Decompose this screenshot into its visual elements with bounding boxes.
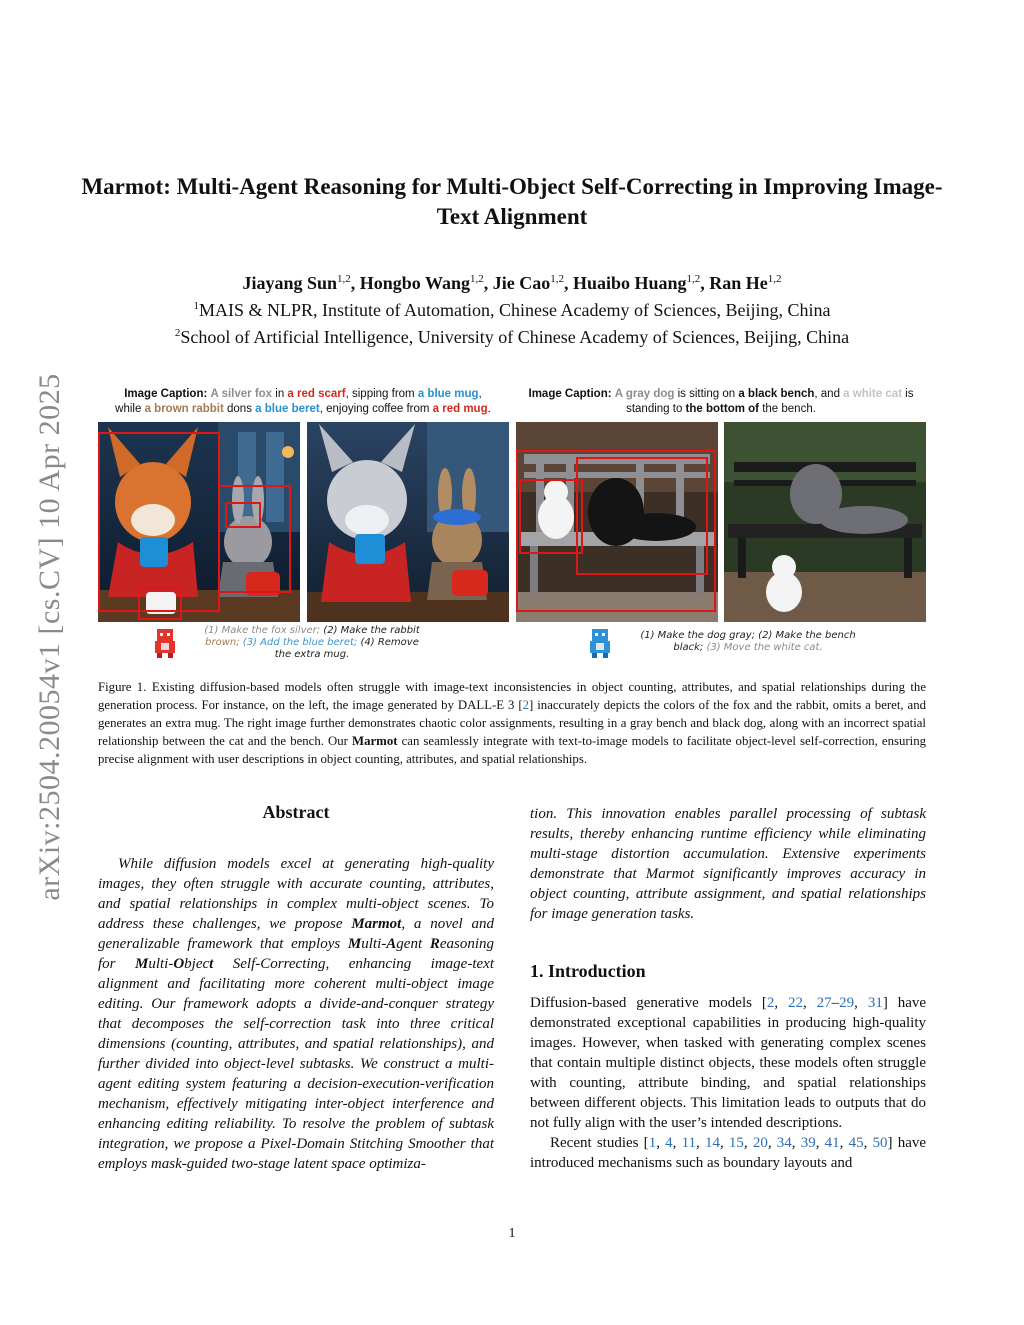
- abstract-text: While diffusion models excel at generating high-quality images, they often struggle with accurate counting, attributes, and spatial relationships in complex multi-object scenes. To address these challenges, we propose: [98, 856, 494, 932]
- citation-link[interactable]: 34: [776, 1135, 792, 1151]
- abstract-text: bjec: [184, 956, 210, 972]
- annotation-box: [98, 432, 220, 612]
- citation-link[interactable]: 50: [872, 1135, 888, 1151]
- page-number: 1: [508, 1226, 516, 1241]
- author-sup: 1,2: [686, 273, 701, 285]
- intro-paragraph-1: Diffusion-based generative models [2, 22, 27–29, 31] have demonstrated exceptional capabilities in producing high-quality images. However, when tasked with generating complex scenes that contain multiple distinct objects, these models often struggle with counting, attribute binding, and spatial relationships between different objects. This limitation leads to outputs that do not fully align with the user’s intended descriptions.: [530, 995, 927, 1131]
- citation-link[interactable]: 4: [665, 1135, 673, 1151]
- abstract-bold: M: [134, 956, 149, 972]
- fox-rabbit-before-image: [98, 422, 300, 622]
- caption-text: , sipping from: [345, 388, 418, 400]
- instruction-step: black;: [673, 642, 704, 653]
- abstract-body: [98, 854, 494, 1174]
- annotation-box: [225, 502, 261, 528]
- intro-text: Diffusion-based generative models [: [530, 995, 767, 1011]
- citation-link[interactable]: 20: [752, 1135, 768, 1151]
- abstract-bold: Marmot: [351, 916, 402, 932]
- citation-link[interactable]: 14: [704, 1135, 720, 1151]
- fox-rabbit-after-image: [307, 422, 509, 622]
- citation-link[interactable]: 45: [848, 1135, 864, 1151]
- citation-link[interactable]: 39: [800, 1135, 816, 1151]
- figure-left-caption: [96, 387, 510, 417]
- instruction-step: (1) Make the fox silver;: [204, 625, 321, 636]
- affil-text: MAIS & NLPR, Institute of Automation, Chinese Academy of Sciences, Beijing, China: [199, 300, 831, 320]
- caption-text: while: [115, 403, 145, 415]
- abstract-bold: M: [347, 936, 362, 952]
- caption-phrase: a brown rabbit: [144, 403, 224, 415]
- caption-text: .: [487, 403, 491, 415]
- affil-sup: 1: [193, 300, 200, 312]
- citation-link[interactable]: 27: [816, 995, 832, 1011]
- introduction-heading: 1. Introduction: [530, 961, 646, 981]
- caption-phrase: the bottom of: [685, 403, 759, 415]
- caption-text: standing to: [626, 403, 686, 415]
- citation-link[interactable]: 11: [681, 1135, 697, 1151]
- abstract-heading: Abstract: [262, 802, 330, 822]
- caption-text: is sitting on: [674, 388, 739, 400]
- citation-link[interactable]: 2: [766, 995, 775, 1011]
- caption-phrase: A silver fox: [210, 388, 273, 400]
- dog-cat-after-image: [724, 422, 926, 622]
- caption-text: , and: [814, 388, 844, 400]
- caption-phrase: a red mug: [432, 403, 488, 415]
- abstract-continuation: tion. This innovation enables parallel processing of subtask results, thereby enhancing runtime efficiency while eliminating multi-stage distortion accumulation. Extensive experiments demonstrate that Marmot significantly improves accuracy in object counting, attribute assignment, and spatial relationships for image generation tasks.: [530, 806, 926, 922]
- dog-cat-before-image: [516, 422, 718, 622]
- abstract-bold: O: [173, 956, 185, 972]
- caption-phrase: a red scarf: [287, 388, 346, 400]
- affil-text: School of Artificial Intelligence, University of Chinese Academy of Sciences, Beijing, China: [180, 327, 850, 347]
- instruction-step: (4) Remove: [357, 637, 419, 648]
- caption-text: ,: [478, 388, 482, 400]
- instruction-step: (2) Make the rabbit: [320, 625, 420, 636]
- instruction-step: brown;: [205, 637, 240, 648]
- affiliation-2: [80, 322, 944, 349]
- abstract-text: , a novel and generalizable framework that employs: [98, 916, 494, 952]
- fox-rabbit-after-illustration: [307, 422, 509, 622]
- intro-text: Recent studies [: [550, 1135, 649, 1151]
- caption-text: in: [272, 388, 288, 400]
- citation-link[interactable]: 1: [648, 1135, 657, 1151]
- citation-link[interactable]: 2: [522, 698, 530, 712]
- author-name: Ran He: [709, 273, 768, 293]
- annotation-box: [576, 457, 708, 575]
- abstract-text: gent: [396, 936, 430, 952]
- citation-link[interactable]: 29: [839, 995, 855, 1011]
- caption-phrase: a blue mug: [417, 388, 479, 400]
- abstract-bold: t: [209, 956, 214, 972]
- dog-cat-after-illustration: [724, 422, 926, 622]
- citation-link[interactable]: 15: [728, 1135, 744, 1151]
- caption-text: the bench.: [759, 403, 816, 415]
- caption-bold: Marmot: [352, 734, 398, 748]
- annotation-box: [138, 587, 182, 620]
- figure-label: Figure 1.: [98, 680, 147, 694]
- abstract-text: Self-Correcting, enhancing image-text alignment and facilitating more coherent multi-object image editing. Our framework adopts a divide-and-conquer strategy that decomposes the self-correction task into three critical dimensions (counting, attributes, and spatial relationships), and further divided into object-level subtasks. We construct a multi-agent editing system featuring a decision-execution-verification mechanism, effectively mitigating inter-object interference and enhancing editing reliability. To resolve the problem of subtask integration, we propose a Pixel-Domain Stitching Smoother that employs mask-guided two-stage latent space optimiza-: [98, 956, 494, 1172]
- caption-body: Existing diffusion-based models often struggle with image-text inconsistencies in object counting, attributes, and spatial relationships during the generation process. For instance, on the left, the image generated by DALL-E 3 [: [98, 680, 926, 712]
- instruction-step: (1) Make the dog gray;: [640, 630, 755, 641]
- caption-label: Image Caption:: [528, 388, 612, 400]
- right-edit-instructions: [618, 630, 878, 654]
- caption-body: ] inaccurately depicts the colors of the fox and the rabbit, omits a beret, and generates an extra mug. The right image further demonstrates chaotic color assignments, resulting in a gray bench and black dog, along with an incorrect spatial relationship between the cat and the bench. Our: [98, 698, 926, 748]
- author-name: Hongbo Wang: [359, 273, 470, 293]
- citation-link[interactable]: 31: [867, 995, 883, 1011]
- caption-text: dons: [223, 403, 256, 415]
- author-sup: 1,2: [767, 273, 782, 285]
- caption-phrase: A gray dog: [614, 388, 675, 400]
- caption-text: , enjoying coffee from: [319, 403, 433, 415]
- figure-caption: [98, 678, 926, 768]
- caption-label: Image Caption:: [124, 388, 208, 400]
- left-edit-instructions: [184, 625, 440, 661]
- citation-link[interactable]: 22: [788, 995, 803, 1011]
- author-sup: 1,2: [550, 273, 564, 285]
- citation-link[interactable]: 41: [824, 1135, 840, 1151]
- intro-paragraph-2: Recent studies [1, 4, 11, 14, 15, 20, 34, 39, 41, 45, 50] have introduced mechanisms such as boundary layouts and: [530, 1135, 927, 1171]
- caption-phrase: a white cat: [843, 388, 902, 400]
- affiliation-1: [80, 295, 944, 322]
- introduction-body: [530, 993, 926, 1173]
- intro-text: ] have introduced mechanisms such as boundary layouts and: [530, 1135, 927, 1171]
- instruction-step: the extra mug.: [274, 649, 350, 660]
- abstract-bold: R: [429, 936, 440, 952]
- author-sup: 1,2: [469, 273, 484, 285]
- figure-right-caption: [516, 387, 926, 417]
- caption-body: can seamlessly integrate with text-to-image models to facilitate object-level self-correction, ensuring precise alignment with user descriptions in object counting, attributes, and spatial relationships.: [98, 734, 926, 766]
- paper-title: Marmot: Multi-Agent Reasoning for Multi-Object Self-Correcting in Improving Image-Text Alignment: [81, 174, 943, 229]
- annotation-box: [519, 479, 583, 554]
- caption-text: is: [901, 388, 914, 400]
- abstract-text: ulti-: [361, 936, 387, 952]
- affil-sup: 2: [174, 327, 181, 339]
- marmot-agent-icon: [152, 625, 178, 659]
- abstract-text: easoning for: [98, 936, 494, 972]
- intro-text: ] have demonstrated exceptional capabilities in producing high-quality images. However, when tasked with generating complex scenes that contain multiple distinct objects, these models often struggle with counting, attribute binding, and spatial relationships between different objects. This limitation leads to outputs that do not fully align with the user’s intended descriptions.: [530, 995, 927, 1131]
- instruction-step: (3) Add the blue beret;: [239, 637, 358, 648]
- author-name: Jiayang Sun: [242, 273, 338, 293]
- instruction-step: (2) Make the bench: [755, 630, 856, 641]
- caption-phrase: a black bench: [738, 388, 815, 400]
- author-name: Huaibo Huang: [572, 273, 687, 293]
- author-block: [80, 268, 944, 349]
- author-name: Jie Cao: [492, 273, 551, 293]
- abstract-bold: A: [386, 936, 397, 952]
- caption-phrase: a blue beret: [255, 403, 320, 415]
- author-list: Jiayang Sun$^{1,2}$, Hongbo Wang$^{1,2}$, Jie Cao$^{1,2}$, Huaibo Huang$^{1,2}$, Ran He$^{1,2}$: [242, 273, 782, 293]
- author-sup: 1,2: [337, 273, 351, 285]
- abstract-text: ulti-: [148, 956, 174, 972]
- marmot-agent-icon: [587, 625, 613, 659]
- arxiv-stamp: arXiv:2504.20054v1 [cs.CV] 10 Apr 2025: [33, 373, 66, 901]
- instruction-step: (3) Move the white cat.: [703, 642, 823, 653]
